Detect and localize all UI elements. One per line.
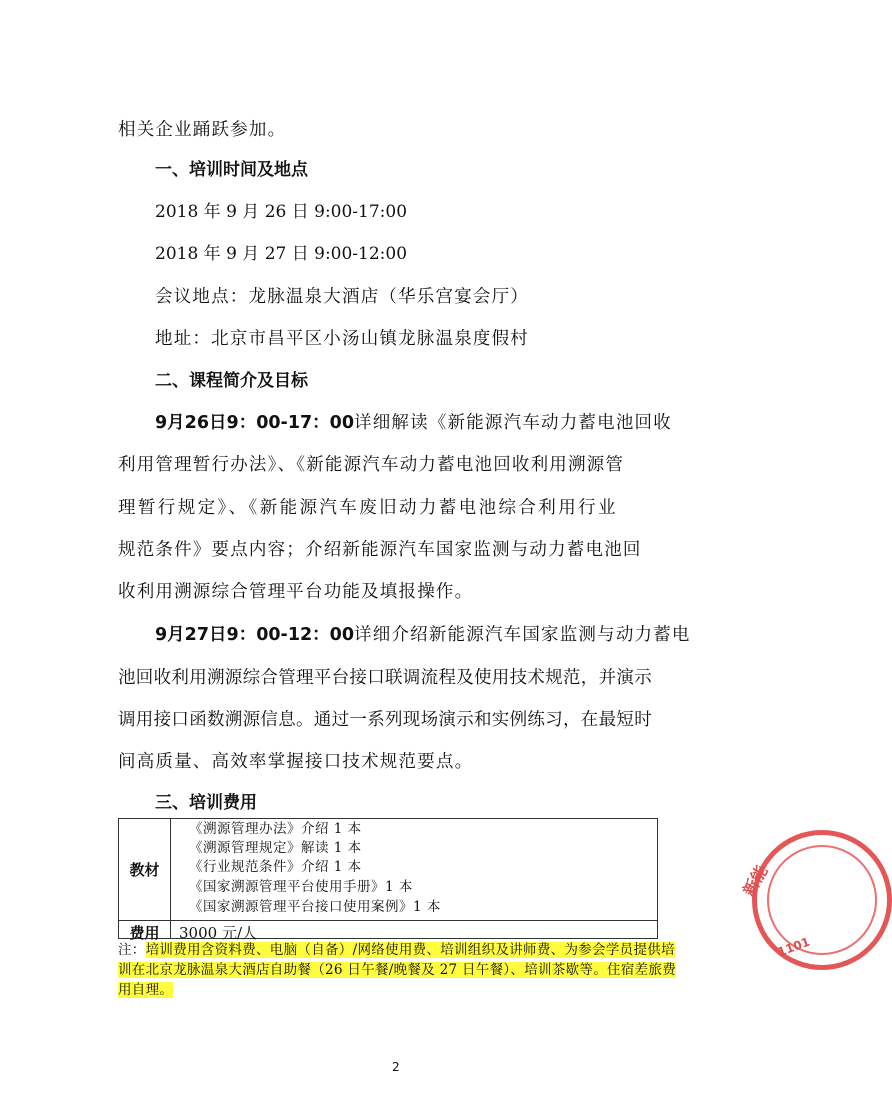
section-heading: 二、课程简介及目标: [155, 371, 308, 391]
seal-number: 1101: [775, 934, 812, 960]
paragraph-line: [155, 411, 672, 435]
paragraph-line: 收利用溯源综合管理平台功能及填报操作。: [118, 582, 474, 602]
paragraph-line: [155, 623, 691, 647]
note-prefix: 注：: [118, 942, 146, 958]
note-text: 培训费用含资料费、电脑（自备）/网络使用费、培训组织及讲师费、为参会学员提供培训在北京龙脉温泉大酒店自助餐（26 日午餐/晚餐及 27 日午餐）、培训茶歇等。住宿差旅费用自理。: [118, 942, 677, 998]
date-lead: 9月27日9：00-12：00: [155, 625, 355, 645]
fee-table: [118, 818, 658, 942]
page-number: 2: [392, 1060, 400, 1074]
paragraph-line: 规范条件》要点内容；介绍新能源汽车国家监测与动力蓄电池回: [118, 540, 642, 560]
book-item: 《国家溯源管理平台使用手册》1 本: [189, 879, 413, 895]
fee-value: 3000 元/人: [179, 924, 257, 942]
text-line: 相关企业踊跃参加。: [118, 120, 287, 140]
date-line: 2018 年 9 月 27 日 9:00-12:00: [155, 244, 408, 264]
paragraph-line: 利用管理暂行办法》、《新能源汽车动力蓄电池回收利用溯源管: [118, 455, 625, 475]
venue-line: 会议地点：龙脉温泉大酒店（华乐宫宴会厅）: [155, 287, 529, 307]
date-lead: 9月26日9：00-17：00: [155, 413, 355, 433]
materials-label: 教材: [129, 861, 160, 879]
section-heading: 三、培训费用: [155, 793, 257, 813]
book-item: 《溯源管理办法》介绍 1 本: [189, 821, 362, 837]
fee-label: 费用: [129, 924, 160, 942]
table-divider: [119, 920, 657, 921]
address-line: 地址：北京市昌平区小汤山镇龙脉温泉度假村: [155, 329, 529, 349]
book-item: 《溯源管理规定》解读 1 本: [189, 840, 362, 856]
official-seal: [738, 830, 892, 970]
fee-note: [118, 940, 680, 1000]
paragraph-line: 理暂行规定》、《新能源汽车废旧动力蓄电池综合利用行业: [118, 498, 618, 518]
paragraph-line: 间高质量、高效率掌握接口技术规范要点。: [118, 752, 474, 772]
paragraph-line: 池回收利用溯源综合管理平台接口联调流程及使用技术规范，并演示: [118, 668, 652, 688]
paragraph-line: 调用接口函数溯源信息。通过一系列现场演示和实例练习，在最短时: [118, 710, 652, 730]
seal-text: 新能: [738, 862, 772, 900]
section-heading: 一、培训时间及地点: [155, 160, 308, 180]
book-item: 《国家溯源管理平台接口使用案例》1 本: [189, 899, 441, 915]
text-span: 详细解读《新能源汽车动力蓄电池回收: [354, 413, 672, 433]
book-item: 《行业规范条件》介绍 1 本: [189, 859, 362, 875]
text-span: 详细介绍新能源汽车国家监测与动力蓄电: [354, 625, 691, 645]
date-line: 2018 年 9 月 26 日 9:00-17:00: [155, 202, 408, 222]
